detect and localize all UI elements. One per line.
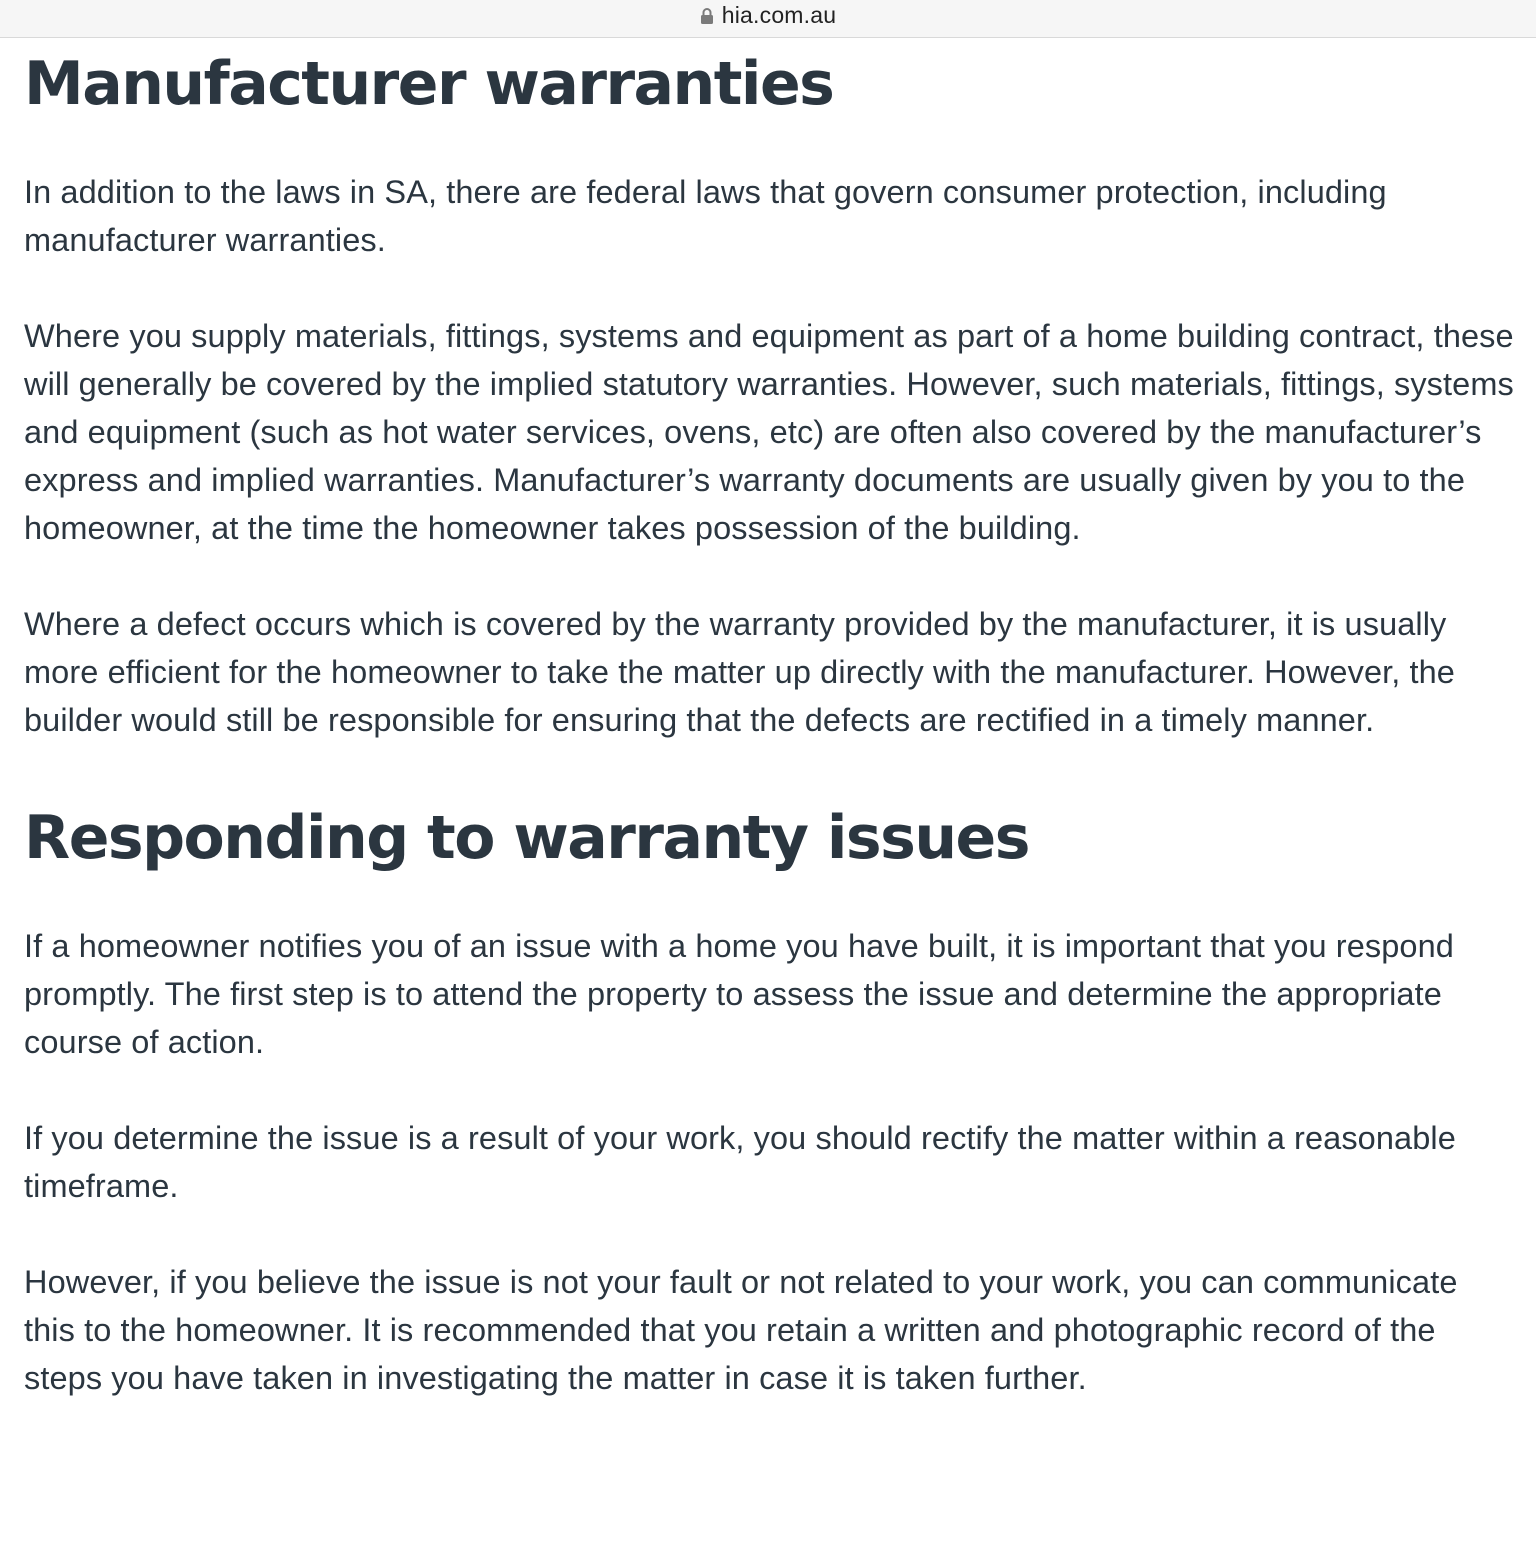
paragraph: If you determine the issue is a result of your work, you should rectify the matter within a reasonable timeframe. <box>24 1120 1456 1204</box>
section-heading-manufacturer-warranties: Manufacturer warranties <box>24 49 834 119</box>
section-heading-responding: Responding to warranty issues <box>24 803 1029 873</box>
url-text[interactable]: hia.com.au <box>721 2 837 28</box>
address-inner <box>700 2 837 29</box>
article-content <box>24 38 1514 1402</box>
paragraph: If a homeowner notifies you of an issue with a home you have built, it is important that you respond promptly. The first step is to attend the property to assess the issue and determine the appropriate course of action. <box>24 928 1454 1060</box>
paragraph: Where a defect occurs which is covered by the warranty provided by the manufacturer, it is usually more efficient for the homeowner to take the matter up directly with the manufacturer. However, the builder would still be responsible for ensuring that the defects are rectified in a timely manner. <box>24 606 1455 738</box>
lock-icon <box>700 7 714 25</box>
paragraph: In addition to the laws in SA, there are federal laws that govern consumer protection, including manufacturer warranties. <box>24 174 1387 258</box>
paragraph: Where you supply materials, fittings, systems and equipment as part of a home building contract, these will generally be covered by the implied statutory warranties. However, such materials, fittings, systems and equipment (such as hot water services, ovens, etc) are often also covered by the manufacturer’s express and implied warranties. Manufacturer’s warranty documents are usually given by you to the homeowner, at the time the homeowner takes possession of the building. <box>24 318 1514 546</box>
address-bar[interactable] <box>0 0 1536 38</box>
paragraph: However, if you believe the issue is not your fault or not related to your work, you can communicate this to the homeowner. It is recommended that you retain a written and photographic record of the steps you have taken in investigating the matter in case it is taken further. <box>24 1264 1458 1396</box>
